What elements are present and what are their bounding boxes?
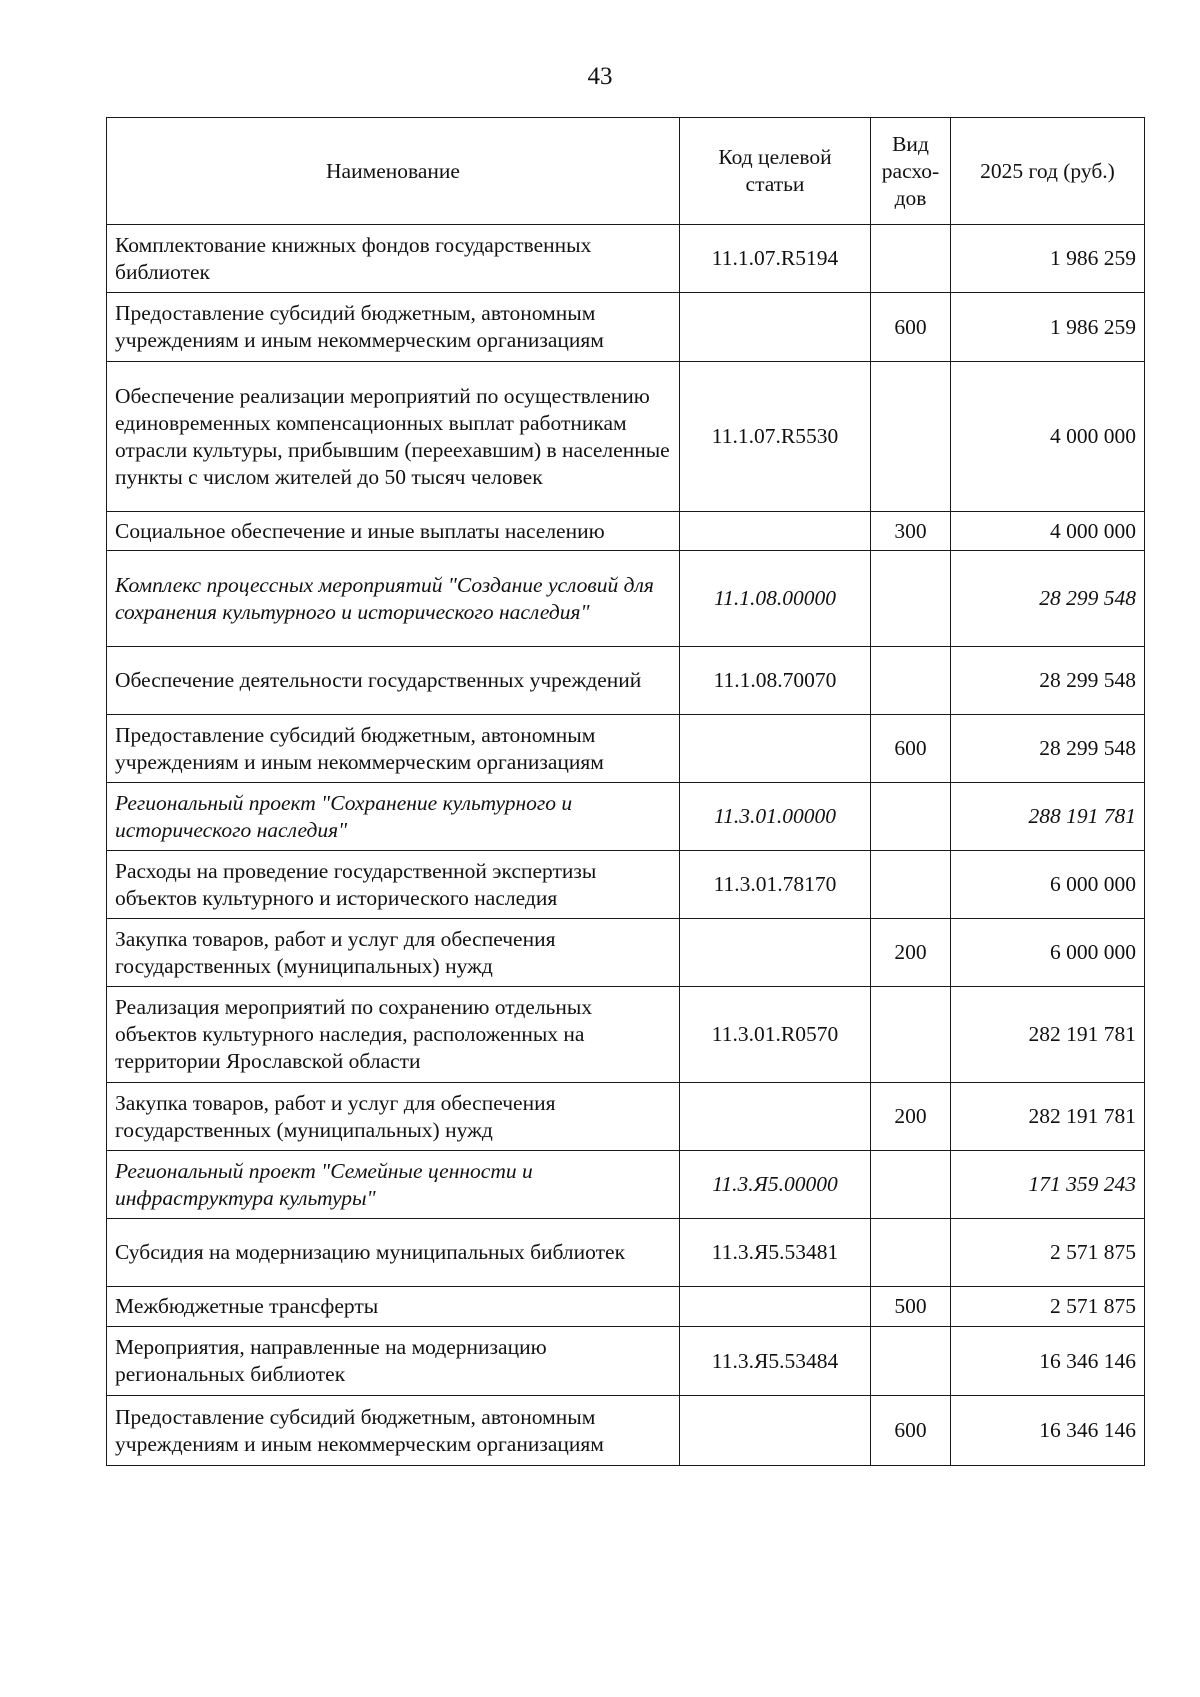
table-row xyxy=(107,851,1145,919)
row-kind: 600 xyxy=(871,715,951,783)
row-sum: 4 000 000 xyxy=(951,362,1145,512)
row-kind xyxy=(871,851,951,919)
header-row xyxy=(107,118,1145,225)
row-sum: 288 191 781 xyxy=(951,783,1145,851)
table-row xyxy=(107,987,1145,1083)
table-row xyxy=(107,919,1145,987)
header-name: Наименование xyxy=(107,118,680,225)
row-name: Предоставление субсидий бюджетным, автономным учреждениям и иным некоммерческим организациям xyxy=(107,715,680,783)
row-kind: 300 xyxy=(871,512,951,551)
row-kind xyxy=(871,551,951,647)
row-name: Комплекс процессных мероприятий "Создание условий для сохранения культурного и исторического наследия" xyxy=(107,551,680,647)
row-name: Реализация мероприятий по сохранению отдельных объектов культурного наследия, расположенных на территории Ярославской области xyxy=(107,987,680,1083)
row-kind: 200 xyxy=(871,919,951,987)
row-sum: 16 346 146 xyxy=(951,1327,1145,1396)
header-sum: 2025 год (руб.) xyxy=(951,118,1145,225)
row-kind xyxy=(871,225,951,293)
row-code: 11.3.Я5.53484 xyxy=(680,1327,871,1396)
row-code: 11.3.01.00000 xyxy=(680,783,871,851)
row-kind: 600 xyxy=(871,293,951,362)
row-sum: 4 000 000 xyxy=(951,512,1145,551)
row-code xyxy=(680,1287,871,1327)
row-kind xyxy=(871,783,951,851)
row-sum: 2 571 875 xyxy=(951,1219,1145,1287)
row-name: Межбюджетные трансферты xyxy=(107,1287,680,1327)
row-code: 11.3.01.R0570 xyxy=(680,987,871,1083)
row-kind xyxy=(871,647,951,715)
row-kind xyxy=(871,1151,951,1219)
page-number: 43 xyxy=(587,63,613,90)
row-name: Закупка товаров, работ и услуг для обеспечения государственных (муниципальных) нужд xyxy=(107,919,680,987)
table-row xyxy=(107,512,1145,551)
row-code: 11.3.Я5.53481 xyxy=(680,1219,871,1287)
row-sum: 171 359 243 xyxy=(951,1151,1145,1219)
table-row xyxy=(107,1287,1145,1327)
table-header xyxy=(107,118,1145,225)
table-row xyxy=(107,293,1145,362)
row-sum: 16 346 146 xyxy=(951,1396,1145,1466)
row-kind: 600 xyxy=(871,1396,951,1466)
table-body xyxy=(107,225,1145,1466)
row-code: 11.1.07.R5530 xyxy=(680,362,871,512)
row-name: Предоставление субсидий бюджетным, автономным учреждениям и иным некоммерческим организациям xyxy=(107,293,680,362)
table-row xyxy=(107,225,1145,293)
row-name: Региональный проект "Сохранение культурного и исторического наследия" xyxy=(107,783,680,851)
row-sum: 28 299 548 xyxy=(951,647,1145,715)
budget-table xyxy=(106,117,1145,1466)
header-kind: Вид расхо-дов xyxy=(871,118,951,225)
table-row xyxy=(107,362,1145,512)
row-kind xyxy=(871,362,951,512)
table-row xyxy=(107,647,1145,715)
row-name: Предоставление субсидий бюджетным, автономным учреждениям и иным некоммерческим организациям xyxy=(107,1396,680,1466)
row-name: Расходы на проведение государственной экспертизы объектов культурного и исторического наследия xyxy=(107,851,680,919)
table-row xyxy=(107,1083,1145,1151)
row-code xyxy=(680,1083,871,1151)
row-kind: 500 xyxy=(871,1287,951,1327)
row-name: Обеспечение деятельности государственных учреждений xyxy=(107,647,680,715)
row-sum: 28 299 548 xyxy=(951,551,1145,647)
row-name: Комплектование книжных фондов государственных библиотек xyxy=(107,225,680,293)
table-row xyxy=(107,783,1145,851)
row-code: 11.1.08.00000 xyxy=(680,551,871,647)
row-sum: 2 571 875 xyxy=(951,1287,1145,1327)
row-sum: 6 000 000 xyxy=(951,851,1145,919)
row-code xyxy=(680,919,871,987)
row-name: Региональный проект "Семейные ценности и инфраструктура культуры" xyxy=(107,1151,680,1219)
row-sum: 282 191 781 xyxy=(951,987,1145,1083)
row-kind xyxy=(871,987,951,1083)
table-row xyxy=(107,1151,1145,1219)
row-sum: 282 191 781 xyxy=(951,1083,1145,1151)
table-row xyxy=(107,1327,1145,1396)
row-code xyxy=(680,715,871,783)
table-row xyxy=(107,715,1145,783)
row-sum: 28 299 548 xyxy=(951,715,1145,783)
row-code xyxy=(680,512,871,551)
row-sum: 6 000 000 xyxy=(951,919,1145,987)
row-code xyxy=(680,1396,871,1466)
row-code: 11.3.Я5.00000 xyxy=(680,1151,871,1219)
row-kind xyxy=(871,1219,951,1287)
row-kind xyxy=(871,1327,951,1396)
row-name: Закупка товаров, работ и услуг для обеспечения государственных (муниципальных) нужд xyxy=(107,1083,680,1151)
row-name: Мероприятия, направленные на модернизацию региональных библиотек xyxy=(107,1327,680,1396)
table-row xyxy=(107,1396,1145,1466)
row-name: Субсидия на модернизацию муниципальных библиотек xyxy=(107,1219,680,1287)
row-sum: 1 986 259 xyxy=(951,293,1145,362)
row-sum: 1 986 259 xyxy=(951,225,1145,293)
row-name: Обеспечение реализации мероприятий по осуществлению единовременных компенсационных выплат работникам отрасли культуры, прибывшим (переехавшим) в населенные пункты с числом жителей до 50 тысяч человек xyxy=(107,362,680,512)
row-kind: 200 xyxy=(871,1083,951,1151)
row-code: 11.1.08.70070 xyxy=(680,647,871,715)
row-code xyxy=(680,293,871,362)
row-code: 11.3.01.78170 xyxy=(680,851,871,919)
table-row xyxy=(107,551,1145,647)
header-code: Код целевой статьи xyxy=(680,118,871,225)
row-name: Социальное обеспечение и иные выплаты населению xyxy=(107,512,680,551)
row-code: 11.1.07.R5194 xyxy=(680,225,871,293)
table-row xyxy=(107,1219,1145,1287)
